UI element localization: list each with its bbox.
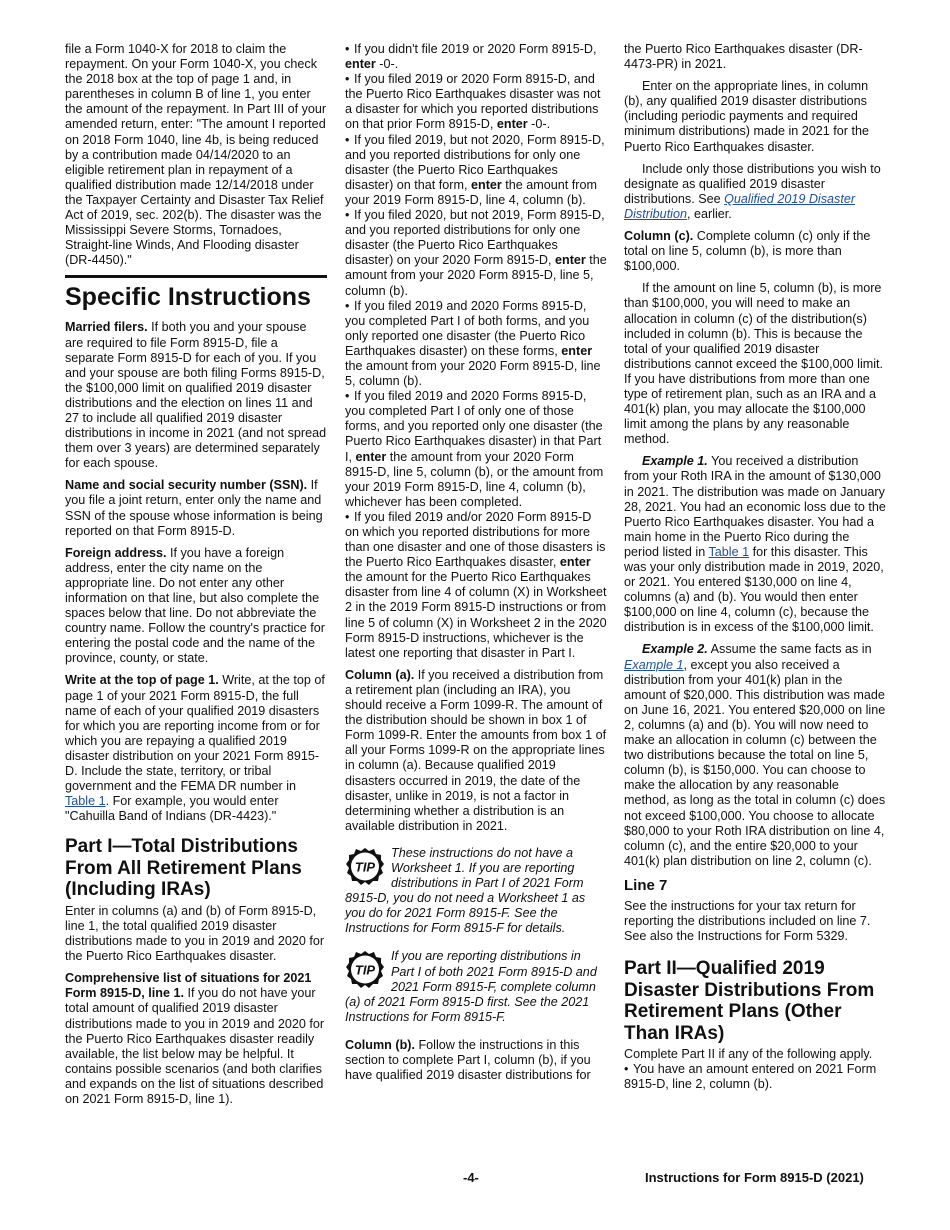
foreign-address-text: If you have a foreign address, enter the city name on the appropriate line. Do not enter any other information on that line, but also complete the spaces below that line. Do not abbreviate the country name. Follow the country's practice for entering the postal code and the name of the province, county, or state. <box>65 545 325 666</box>
include-paragraph <box>624 162 886 222</box>
part-2-paragraph: Complete Part II if any of the following apply. <box>624 1047 873 1062</box>
list-item-text: the amount from your 2020 Form 8915-D, line 5, column (b), or the amount from your 2019 Form 8915-D, line 4, column (b), whichever has been completed. <box>345 449 604 509</box>
example-2-paragraph <box>624 642 886 868</box>
write-top-paragraph <box>65 673 327 824</box>
married-filers-paragraph <box>65 320 327 471</box>
column-a-label: Column (a). <box>345 667 415 682</box>
line-7-paragraph: See the instructions for your tax return for reporting the distributions included on line 7. See also the Instructions for Form 5329. <box>624 898 871 944</box>
example-2-tail: , except you also received a distribution from your 401(k) plan in the amount of $20,000. This distribution was made on June 16, 2021. You entered $20,000 on line 2, columns (a) and (b). You will now need to make an allocation in column (c) between the two distributions because the total on line 5, column (b), is $150,000. You can choose to make the allocation by any reasonable method, as long as the total in column (c) does not exceed $100,000. You choose to allocate $80,000 to your Roth IRA distribution on line 4, column (c), and the entire $20,000 to your 401(k) plan distribution on line 2, column (c). <box>624 657 886 868</box>
comprehensive-list-text: If you do not have your total amount of qualified 2019 disaster distributions made to you in 2019 and 2020 for the Puerto Rico Earthquakes disaster readily available, the list below may be helpful. It contains possible scenarios (and both clarifies and expands on the list of situations described on 2021 Form 8915-D, line 1). <box>65 986 325 1107</box>
page-number: -4- <box>463 1170 479 1185</box>
list-item-bold: enter <box>555 253 586 268</box>
example-1-label: Example 1. <box>642 454 708 469</box>
foreign-address-label: Foreign address. <box>65 545 167 560</box>
example-1-link-text: Example 1 <box>624 657 684 672</box>
list-item-bold: enter <box>496 117 528 132</box>
tip-label: TIP <box>354 962 376 978</box>
bullet-icon: • <box>345 132 350 147</box>
list-item-text: If you filed 2019 and 2020 Forms 8915-D, you completed Part I of both forms, and you only reported one disaster (the Puerto Rico Earthquakes disaster) on these forms, <box>345 298 590 358</box>
part-1-paragraph: Enter in columns (a) and (b) of Form 8915-D, line 1, the total qualified 2019 disaster distributions made to you in 2019 and 2020 for the Puerto Rico Earthquakes disaster. <box>65 903 325 964</box>
include-text: Include only those distributions you wish to designate as qualified 2019 disaster distributions. See <box>624 161 881 206</box>
example-2-label: Example 2. <box>642 642 708 657</box>
married-filers-label: Married filers. <box>65 320 148 335</box>
list-item-bold: enter <box>355 449 387 464</box>
example-1-tail: for this disaster. This was your only distribution made in 2019, 2020, or 2021. You entered $130,000 on line 4, columns (a) and (b). You would then enter $100,000 on line 4, column (c), because the distribution is in excess of the $100,000 limit. <box>624 544 884 635</box>
enter-paragraph: Enter on the appropriate lines, in column (b), any qualified 2019 disaster distributions (including periodic payments and required minimum distributions) made in 2021 for the Puerto Rico Earthquakes disaster. <box>624 79 869 154</box>
tip-2-text: If you are reporting distributions in Part I of both 2021 Form 8915-D and 2021 Form 8915-F, complete column (a) of 2021 Form 8915-D first. See the 2021 Instructions for Form 8915-F. <box>345 949 597 1024</box>
intro-paragraph: file a Form 1040-X for 2018 to claim the repayment. On your Form 1040-X, you check the 2018 box at the top of page 1 and, in parentheses in column B of line 1, you enter the amount of the repayment. In Part III of your amended return, enter: "The amount I reported on 2018 Form 1040, line 4b, is being reduced by a contribution made 04/14/2020 to an eligible retirement plan in repayment of a qualified distribution made 12/14/2018 under the Taxpayer Certainty and Disaster Tax Relief Act of 2019, sec. 202(b). The disaster was the Mississippi Severe Storms, Tornadoes, Straight-line Winds, And Flooding disaster (DR-4450)." <box>65 42 327 268</box>
list-item-bold: enter <box>345 57 376 72</box>
column-2 <box>345 42 607 1090</box>
foreign-address-paragraph <box>65 546 327 667</box>
column-c-text: Complete column (c) only if the total on line 5, column (b), is more than $100,000. <box>624 229 871 274</box>
ssn-text: If you file a joint return, enter only the name and SSN of the spouse whose information is being reported on that Form 8915-D. <box>65 478 323 538</box>
list-item-text: -0-. <box>375 57 399 72</box>
column-c-label: Column (c). <box>624 229 694 244</box>
tip-box-1 <box>345 846 607 937</box>
list-item-text: -0-. <box>527 117 551 132</box>
column-b-text: Follow the instructions in this section to complete Part I, column (b), if you have qualified 2019 disaster distributions for <box>345 1037 591 1083</box>
column-a-text: If you received a distribution from a retirement plan (including an IRA), you should receive a Form 1099-R. The amount of the distribution should be shown in box 1 of Form 1099-R. Enter the amounts from box 1 of all your Forms 1099-R on the appropriate lines in column (a). Because qualified 2019 disasters occurred in 2019, the date of the disaster, unlike in 2019, is not a factor in determining whether a distribution is an available distribution in 2021. <box>345 667 607 833</box>
tip-1-text: These instructions do not have a Worksheet 1. If you are reporting distributions in Part I of 2021 Form 8915-D, you do not need a Worksheet 1 as you do for 2021 Form 8915-F. See the Instructions for Form 8915-F for details. <box>345 845 586 936</box>
column-1 <box>65 42 327 1114</box>
write-top-tail: . For example, you would enter "Cahuilla Band of Indians (DR-4423)." <box>65 794 279 824</box>
write-top-label: Write at the top of page 1. <box>65 673 219 688</box>
list-item <box>345 42 607 72</box>
list-item-text: the amount from your 2019 Form 8915-D, line 4, column (b). <box>345 177 597 207</box>
list-item-text: the amount from your 2020 Form 8915-D, line 5, column (b). <box>345 358 601 389</box>
bullet-icon: • <box>345 389 350 404</box>
bullet-icon: • <box>345 208 350 223</box>
list-item <box>345 72 607 132</box>
column-3 <box>624 42 886 1092</box>
list-item-text: If you didn't file 2019 or 2020 Form 8915-D, <box>354 42 597 56</box>
list-item-text: If you filed 2020, but not 2019, Form 8915-D, and you reported distributions for only one disaster (the Puerto Rico Earthquakes disaster) on your 2020 Form 8915-D, <box>345 208 605 268</box>
example-1-text: You received a distribution from your Roth IRA in the amount of $130,000 in 2021. The distribution was made on January 28, 2021. You had an economic loss due to the Puerto Rico Earthquakes disaster. You had a main home in the Puerto Rico during the period listed in <box>624 454 886 559</box>
list-item-text: If you filed 2019 and 2020 Forms 8915-D, you completed Part I of only one of those forms, and you reported only one disaster (the Puerto Rico Earthquakes disaster) in that Part I, <box>345 389 603 464</box>
list-item-bold: enter <box>559 555 591 570</box>
column-a-paragraph <box>345 668 607 834</box>
tip-icon <box>345 950 385 990</box>
list-item <box>345 299 607 390</box>
column-b-paragraph <box>345 1038 607 1083</box>
list-item <box>345 510 607 661</box>
tip-icon <box>345 847 385 887</box>
bullet-icon: • <box>345 72 350 87</box>
tip-label: TIP <box>354 859 376 875</box>
list-item-bold: enter <box>561 343 593 358</box>
comprehensive-list-label: Comprehensive list of situations for 2021 Form 8915-D, line 1. <box>65 971 312 1001</box>
write-top-text: Write, at the top of page 1 of your 2021 Form 8915-D, the full name of each of your qualified 2019 disasters for which you are reporting income from or for which you are repaying a qualified 2019 disaster distribution on your 2021 Form 8915-D. Include the state, territory, or tribal government and the FEMA DR number in <box>65 673 325 794</box>
if-amount-paragraph: If the amount on line 5, column (b), is more than $100,000, you will need to make an allocation in column (c) of the distribution(s) included in column (b). This is because the total of your qualified 2019 disaster distributions cannot exceed the $100,000 limit. If you have distributions from more than one type of retirement plan, such as an IRA and a 401(k) plan, you may allocate the $100,000 limit among the plans by any reasonable method. <box>624 281 884 447</box>
list-item <box>345 389 607 510</box>
table-1-link[interactable]: Table 1 <box>65 794 106 809</box>
qualified-distribution-link-text: Qualified 2019 Disaster Distribution <box>624 191 856 221</box>
list-item-text: You have an amount entered on 2021 Form 8915-D, line 2, column (b). <box>624 1062 877 1092</box>
heading-part-1: Part I—Total Distributions From All Retirement Plans (Including IRAs) <box>65 836 302 901</box>
example-1-paragraph <box>624 454 886 635</box>
heading-specific-instructions: Specific Instructions <box>65 275 327 311</box>
heading-line-7: Line 7 <box>624 876 668 894</box>
list-item-text: If you filed 2019 and/or 2020 Form 8915-D on which you reported distributions for more than one disaster and one of those disasters is the Puerto Rico Earthquakes disaster, <box>345 509 606 570</box>
married-filers-text: If both you and your spouse are required to file Form 8915-D, file a separate Form 8915-D for each of you. If you and your spouse are both filing Forms 8915-D, the $100,000 limit on qualified 2019 disaster distributions and the election on lines 11 and 27 to include all qualified 2019 disaster distributions in income in 2021 (and not spread them over 3 years) are determined separately for each spouse. <box>65 320 327 471</box>
list-item-text: the amount from your 2020 Form 8915-D, line 5, column (b). <box>345 253 607 298</box>
example-2-text: Assume the same facts as in <box>707 642 872 657</box>
footer-title: Instructions for Form 8915-D (2021) <box>645 1170 864 1185</box>
list-item-text: If you filed 2019, but not 2020, Form 8915-D, and you reported distributions for only one disaster (the Puerto Rico Earthquakes disaster) on that form, <box>345 132 605 192</box>
list-item-text: the amount for the Puerto Rico Earthquakes disaster from line 4 of column (X) in Worksheet 2 in the 2019 Form 8915-D instructions or from line 5 of column (X) in Worksheet 2 in the 2020 Form 8915-D instructions, whichever is the latest one reporting that disaster in Part I. <box>345 570 607 660</box>
list-item-bold: enter <box>471 177 502 192</box>
ssn-paragraph <box>65 478 327 538</box>
tip-box-2 <box>345 949 607 1024</box>
comprehensive-list-paragraph <box>65 971 327 1107</box>
bullet-icon: • <box>345 298 350 313</box>
list-item <box>345 208 607 299</box>
column-b-label: Column (b). <box>345 1037 415 1052</box>
list-item <box>624 1062 886 1092</box>
ssn-label: Name and social security number (SSN). <box>65 478 308 493</box>
list-item <box>345 133 607 208</box>
include-tail: , earlier. <box>687 206 732 221</box>
heading-part-2: Part II—Qualified 2019 Disaster Distributions From Retirement Plans (Other Than IRAs) <box>624 958 875 1044</box>
list-item-text: If you filed 2019 or 2020 Form 8915-D, and the Puerto Rico Earthquakes disaster was not a disaster for which you reported distributions on that prior Form 8915-D, <box>345 72 601 132</box>
table-1-link[interactable]: Table 1 <box>708 544 750 559</box>
example-1-link[interactable] <box>624 658 684 672</box>
continued-paragraph: the Puerto Rico Earthquakes disaster (DR-4473-PR) in 2021. <box>624 42 863 72</box>
bullet-icon: • <box>624 1062 629 1077</box>
bullet-icon: • <box>345 509 350 524</box>
bullet-icon: • <box>345 42 350 56</box>
column-c-paragraph <box>624 229 886 274</box>
